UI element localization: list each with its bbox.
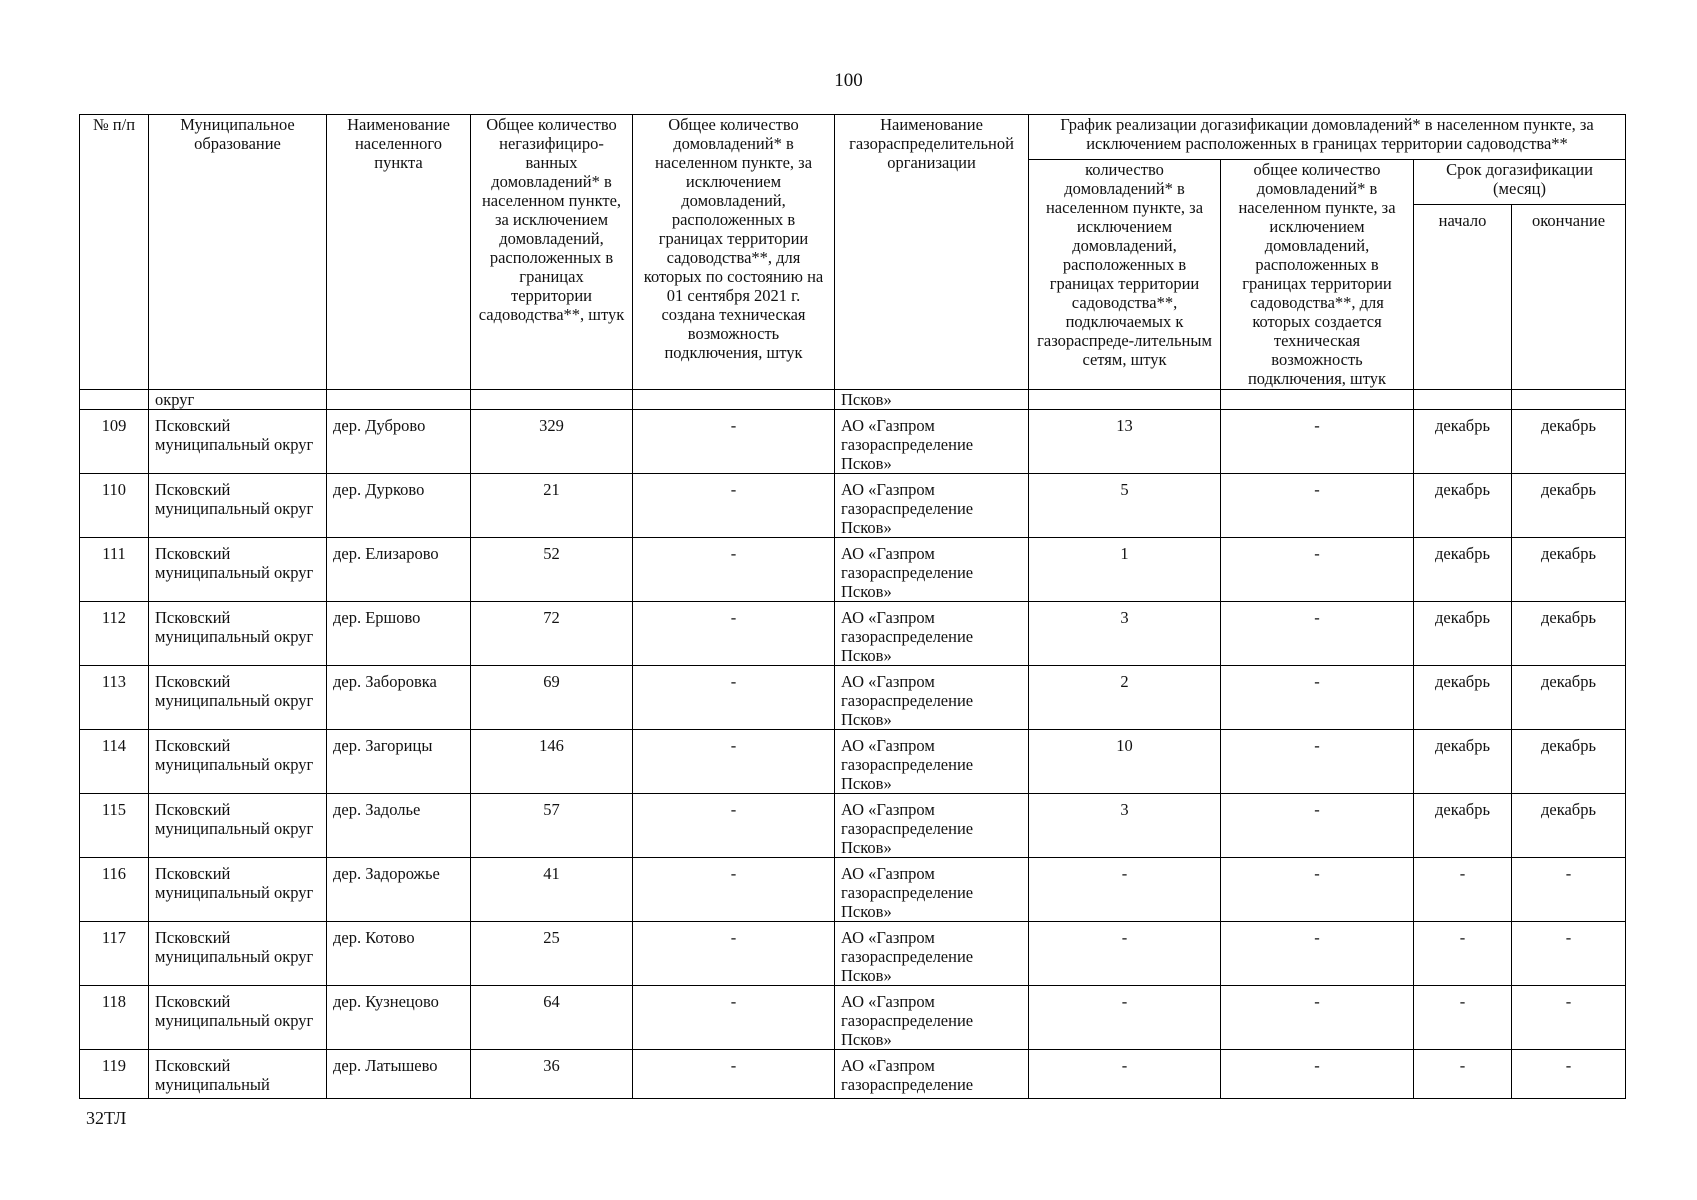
cell-tech: -	[1221, 474, 1414, 538]
table-row	[80, 474, 1626, 538]
cell-tech-total: -	[633, 1050, 835, 1099]
cell-tech-total: -	[633, 794, 835, 858]
header-settlement: Наименование населенного пункта	[327, 115, 471, 390]
cell-end: декабрь	[1512, 666, 1626, 730]
cell-total: 25	[471, 922, 633, 986]
cell-gas-org: АО «Газпром газораспределение Псков»	[835, 410, 1029, 474]
cell-settlement: дер. Заборовка	[327, 666, 471, 730]
cell-tech-total: -	[633, 986, 835, 1050]
cell-total: 52	[471, 538, 633, 602]
cell-end: декабрь	[1512, 794, 1626, 858]
cell-end: декабрь	[1512, 410, 1626, 474]
cell-tech: -	[1221, 410, 1414, 474]
cell-settlement	[327, 390, 471, 410]
cell-municipality: Псковский муниципальный округ	[149, 730, 327, 794]
table-row	[80, 922, 1626, 986]
cell-start: декабрь	[1414, 474, 1512, 538]
header-tech-count: общее количество домовладений* в населенном пункте, за исключением домовладений, расположенных в границах территории садоводства**, для которых создается техническая возможность подключения, штук	[1221, 160, 1414, 390]
cell-gas-org: АО «Газпром газораспределение Псков»	[835, 474, 1029, 538]
cell-end: -	[1512, 922, 1626, 986]
cell-tech-total: -	[633, 666, 835, 730]
cell-tech-total: -	[633, 602, 835, 666]
cell-municipality: Псковский муниципальный округ	[149, 858, 327, 922]
cell-connect: -	[1029, 1050, 1221, 1099]
cell-settlement: дер. Ершово	[327, 602, 471, 666]
cell-start	[1414, 390, 1512, 410]
cell-tech: -	[1221, 538, 1414, 602]
cell-municipality: Псковский муниципальный округ	[149, 602, 327, 666]
cell-num: 114	[80, 730, 149, 794]
header-connected-count: количество домовладений* в населенном пункте, за исключением домовладений, расположенных в границах территории садоводства**, подключаемых к газораспреде-лительным сетям, штук	[1029, 160, 1221, 390]
cell-total: 329	[471, 410, 633, 474]
cell-settlement: дер. Кузнецово	[327, 986, 471, 1050]
cell-settlement: дер. Загорицы	[327, 730, 471, 794]
cell-end: -	[1512, 986, 1626, 1050]
table-row	[80, 666, 1626, 730]
cell-settlement: дер. Дуброво	[327, 410, 471, 474]
cell-start: -	[1414, 986, 1512, 1050]
cell-settlement: дер. Задолье	[327, 794, 471, 858]
table-row	[80, 1050, 1626, 1099]
cell-total: 41	[471, 858, 633, 922]
cell-connect: 13	[1029, 410, 1221, 474]
header-end: окончание	[1512, 205, 1626, 390]
table-row	[80, 602, 1626, 666]
cell-num: 116	[80, 858, 149, 922]
cell-total: 36	[471, 1050, 633, 1099]
cell-municipality: округ	[149, 390, 327, 410]
cell-gas-org: Псков»	[835, 390, 1029, 410]
cell-gas-org: АО «Газпром газораспределение	[835, 1050, 1029, 1099]
cell-gas-org: АО «Газпром газораспределение Псков»	[835, 666, 1029, 730]
cell-tech	[1221, 390, 1414, 410]
cell-start: декабрь	[1414, 602, 1512, 666]
cell-tech-total: -	[633, 858, 835, 922]
cell-end: -	[1512, 1050, 1626, 1099]
cell-num: 112	[80, 602, 149, 666]
cell-connect: -	[1029, 922, 1221, 986]
cell-tech: -	[1221, 986, 1414, 1050]
cell-start: -	[1414, 1050, 1512, 1099]
cell-municipality: Псковский муниципальный округ	[149, 794, 327, 858]
header-municipality: Муниципальное образование	[149, 115, 327, 390]
cell-municipality: Псковский муниципальный	[149, 1050, 327, 1099]
cell-start: -	[1414, 858, 1512, 922]
cell-start: декабрь	[1414, 794, 1512, 858]
header-num: № п/п	[80, 115, 149, 390]
cell-tech-total: -	[633, 410, 835, 474]
cell-total: 21	[471, 474, 633, 538]
cell-total: 57	[471, 794, 633, 858]
cell-start: декабрь	[1414, 538, 1512, 602]
cell-num	[80, 390, 149, 410]
cell-connect: -	[1029, 986, 1221, 1050]
cell-start: декабрь	[1414, 666, 1512, 730]
cell-connect: 1	[1029, 538, 1221, 602]
cell-settlement: дер. Латышево	[327, 1050, 471, 1099]
cell-municipality: Псковский муниципальный округ	[149, 410, 327, 474]
header-total-tech: Общее количество домовладений* в населенном пункте, за исключением домовладений, расположенных в границах территории садоводства**, для которых по состоянию на 01 сентября 2021 г. создана техническая возможность подключения, штук	[633, 115, 835, 390]
cell-municipality: Псковский муниципальный округ	[149, 922, 327, 986]
cell-municipality: Псковский муниципальный округ	[149, 474, 327, 538]
cell-connect: 3	[1029, 602, 1221, 666]
cell-settlement: дер. Задорожье	[327, 858, 471, 922]
cell-end: декабрь	[1512, 730, 1626, 794]
cell-tech: -	[1221, 602, 1414, 666]
cell-num: 111	[80, 538, 149, 602]
cell-num: 113	[80, 666, 149, 730]
cell-tech: -	[1221, 730, 1414, 794]
cell-tech-total: -	[633, 922, 835, 986]
cell-tech-total: -	[633, 730, 835, 794]
cell-municipality: Псковский муниципальный округ	[149, 666, 327, 730]
footer-code: 32ТЛ	[86, 1108, 127, 1128]
cell-tech-total: -	[633, 474, 835, 538]
cell-gas-org: АО «Газпром газораспределение Псков»	[835, 858, 1029, 922]
cell-num: 109	[80, 410, 149, 474]
cell-num: 117	[80, 922, 149, 986]
cell-tech: -	[1221, 1050, 1414, 1099]
cell-total: 69	[471, 666, 633, 730]
cell-num: 115	[80, 794, 149, 858]
cell-start: декабрь	[1414, 730, 1512, 794]
cell-num: 118	[80, 986, 149, 1050]
cell-gas-org: АО «Газпром газораспределение Псков»	[835, 986, 1029, 1050]
table-row	[80, 730, 1626, 794]
cell-tech-total	[633, 390, 835, 410]
cell-gas-org: АО «Газпром газораспределение Псков»	[835, 538, 1029, 602]
cell-end: декабрь	[1512, 474, 1626, 538]
cell-connect: 10	[1029, 730, 1221, 794]
cell-end: декабрь	[1512, 538, 1626, 602]
cell-gas-org: АО «Газпром газораспределение Псков»	[835, 602, 1029, 666]
cell-end: декабрь	[1512, 602, 1626, 666]
cell-end: -	[1512, 858, 1626, 922]
cell-gas-org: АО «Газпром газораспределение Псков»	[835, 730, 1029, 794]
page-number: 100	[834, 70, 863, 91]
table-row	[80, 986, 1626, 1050]
cell-tech: -	[1221, 666, 1414, 730]
table-row	[80, 538, 1626, 602]
gasification-table	[79, 114, 1626, 1099]
continuation-row	[80, 390, 1626, 410]
header-gas-org: Наименование газораспределительной организации	[835, 115, 1029, 390]
cell-tech: -	[1221, 794, 1414, 858]
cell-municipality: Псковский муниципальный округ	[149, 538, 327, 602]
cell-settlement: дер. Котово	[327, 922, 471, 986]
header-start: начало	[1414, 205, 1512, 390]
cell-connect: -	[1029, 858, 1221, 922]
cell-connect: 2	[1029, 666, 1221, 730]
header-total-nongas: Общее количество негазифициро-ванных домовладений* в населенном пункте, за исключением домовладений, расположенных в границах территории садоводства**, штук	[471, 115, 633, 390]
table-row	[80, 858, 1626, 922]
cell-settlement: дер. Елизарово	[327, 538, 471, 602]
table-row	[80, 794, 1626, 858]
cell-end	[1512, 390, 1626, 410]
header-term: Срок догазификации (месяц)	[1414, 160, 1626, 205]
cell-start: -	[1414, 922, 1512, 986]
cell-total: 64	[471, 986, 633, 1050]
cell-connect	[1029, 390, 1221, 410]
cell-municipality: Псковский муниципальный округ	[149, 986, 327, 1050]
cell-total: 72	[471, 602, 633, 666]
cell-start: декабрь	[1414, 410, 1512, 474]
cell-tech: -	[1221, 922, 1414, 986]
cell-num: 110	[80, 474, 149, 538]
cell-gas-org: АО «Газпром газораспределение Псков»	[835, 794, 1029, 858]
cell-connect: 5	[1029, 474, 1221, 538]
cell-settlement: дер. Дурково	[327, 474, 471, 538]
cell-tech: -	[1221, 858, 1414, 922]
cell-total	[471, 390, 633, 410]
cell-total: 146	[471, 730, 633, 794]
cell-num: 119	[80, 1050, 149, 1099]
table-row	[80, 410, 1626, 474]
cell-connect: 3	[1029, 794, 1221, 858]
cell-gas-org: АО «Газпром газораспределение Псков»	[835, 922, 1029, 986]
header-schedule: График реализации догазификации домовладений* в населенном пункте, за исключением расположенных в границах территории садоводства**	[1029, 115, 1626, 160]
cell-tech-total: -	[633, 538, 835, 602]
